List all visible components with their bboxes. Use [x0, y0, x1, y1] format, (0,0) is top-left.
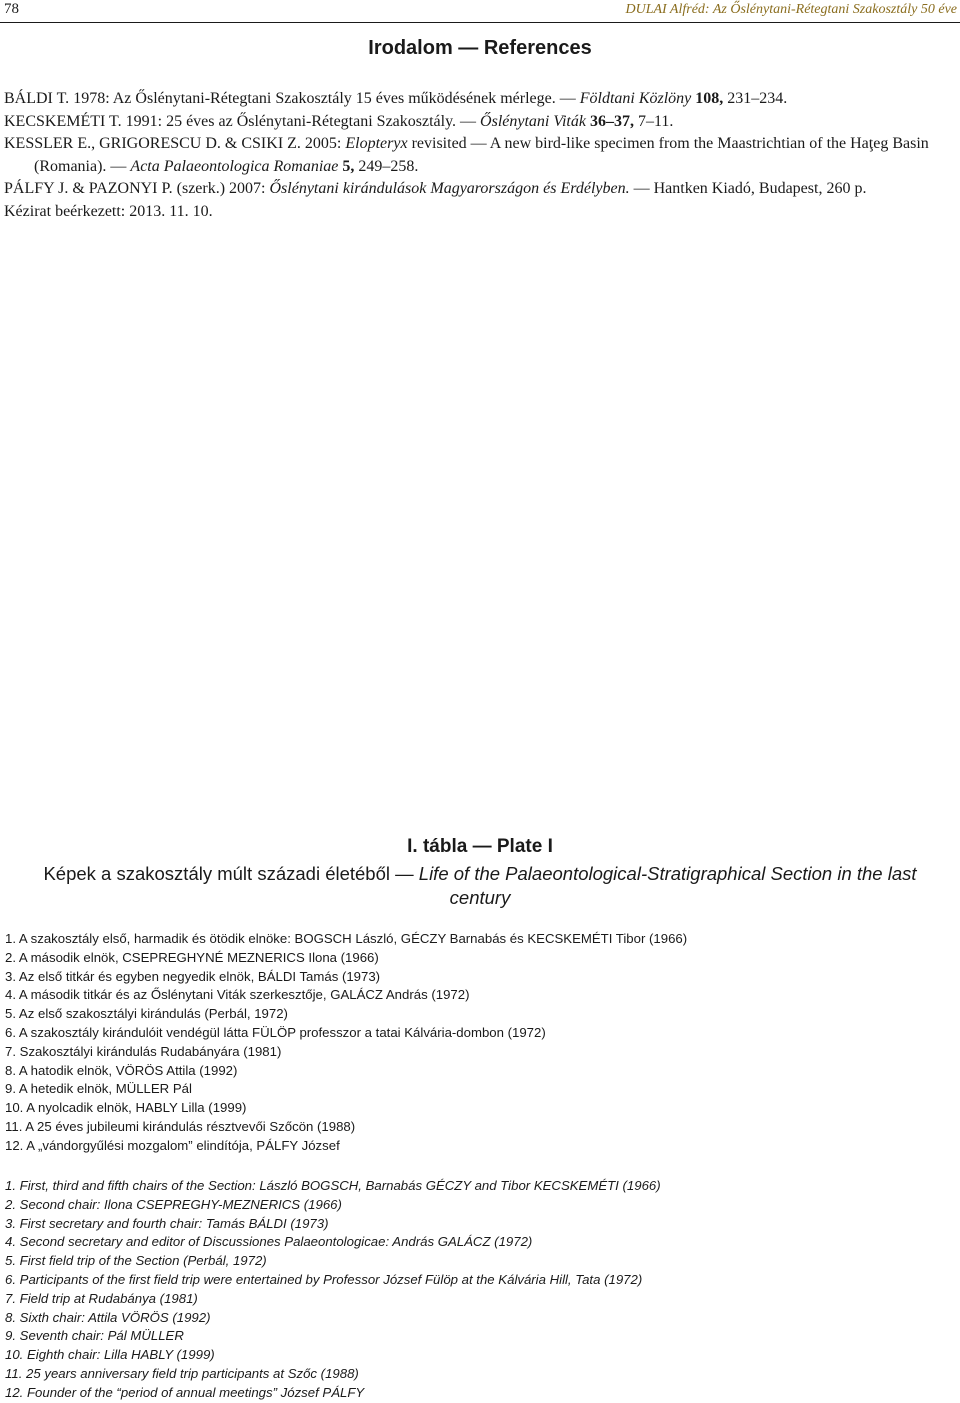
reference-item: [4, 111, 956, 134]
reference-authors: BÁLDI T.: [4, 90, 70, 107]
caption-item-en: 5. First field trip of the Section (Perbál, 1972): [5, 1253, 267, 1269]
reference-journal: Őslénytani Viták: [480, 112, 586, 130]
reference-title: Őslénytani kirándulások Magyarországon és Erdélyben.: [269, 180, 630, 197]
caption-item-hu: 2. A második elnök, CSEPREGHYNÉ MEZNERICS Ilona (1966): [5, 949, 379, 965]
caption-item-en: 11. 25 years anniversary field trip participants at Szőc (1988): [5, 1365, 359, 1381]
caption-item-hu: 4. A második titkár és az Őslénytani Viták szerkesztője, GALÁCZ András (1972): [5, 987, 470, 1003]
page-header: [0, 0, 960, 22]
caption-item-en: 9. Seventh chair: Pál MÜLLER: [5, 1328, 184, 1344]
reference-item: [4, 178, 956, 201]
caption-item-en: 7. Field trip at Rudabánya (1981): [5, 1290, 198, 1306]
caption-item-en: 10. Eighth chair: Lilla HABLY (1999): [5, 1347, 215, 1363]
reference-volume: 108,: [695, 90, 724, 107]
plate-title: I. tábla — Plate I: [407, 836, 553, 857]
reference-text: revisited — A new bird-like specimen from the Maastrichtian of the Haţeg Basin (Romania). —: [34, 135, 929, 175]
caption-item-hu: 10. A nyolcadik elnök, HABLY Lilla (1999): [5, 1100, 247, 1116]
caption-item-en: 6. Participants of the first field trip were entertained by Professor József Fülöp at the Kálvária Hill, Tata (1972): [5, 1271, 643, 1287]
page-number: 78: [4, 1, 19, 17]
caption-item-hu: 12. A „vándorgyűlési mozgalom” elindítója, PÁLFY József: [5, 1137, 340, 1153]
reference-item: [4, 88, 956, 111]
caption-item-hu: 7. Szakosztályi kirándulás Rudabányára (1981): [5, 1043, 282, 1059]
caption-item-hu: 11. A 25 éves jubileumi kirándulás résztvevői Szőcön (1988): [5, 1118, 356, 1134]
running-head: DULAI Alfréd: Az Őslénytani-Rétegtani Szakosztály 50 éve: [625, 2, 957, 17]
caption-item-hu: 6. A szakosztály kirándulóit vendégül látta FÜLÖP professzor a tatai Kálvária-dombon (1972): [5, 1024, 546, 1040]
manuscript-received: Kézirat beérkezett: 2013. 11. 10.: [4, 202, 213, 220]
caption-item-hu: 9. A hetedik elnök, MÜLLER Pál: [5, 1081, 192, 1097]
plate-caption: [0, 862, 960, 910]
captions-hungarian: [5, 930, 955, 1156]
reference-pages: 249–258.: [358, 157, 419, 175]
reference-year: (szerk.) 2007:: [176, 180, 266, 197]
reference-volume: 36–37,: [589, 112, 634, 130]
caption-item-hu: 1. A szakosztály első, harmadik és ötödik elnöke: BOGSCH László, GÉCZY Barnabás és KECSKEMÉTI Tibor (1966): [5, 931, 688, 946]
header-rule: [0, 22, 960, 23]
reference-year: 2005:: [304, 135, 342, 152]
caption-item-en: 3. First secretary and fourth chair: Tamás BÁLDI (1973): [5, 1215, 329, 1231]
captions-english: [5, 1177, 955, 1403]
reference-pages: 231–234.: [727, 90, 788, 107]
reference-authors: KECSKEMÉTI T.: [4, 112, 122, 130]
reference-volume: 5,: [342, 157, 355, 175]
caption-item-hu: 3. Az első titkár és egyben negyedik elnök, BÁLDI Tamás (1973): [5, 968, 381, 984]
reference-text: — Hantken Kiadó, Budapest, 260 p.: [633, 180, 867, 197]
references-heading: Irodalom — References: [368, 37, 592, 59]
reference-genus: Elopteryx: [345, 135, 408, 152]
reference-item: [4, 133, 956, 178]
caption-item-en: 8. Sixth chair: Attila VÖRÖS (1992): [5, 1309, 211, 1325]
reference-text: 1978: Az Őslénytani-Rétegtani Szakosztály 15 éves működésének mérlege. —: [73, 90, 576, 107]
caption-item-en: 4. Second secretary and editor of Discussiones Palaeontologicae: András GALÁCZ (1972): [5, 1234, 533, 1250]
caption-item-en: 1. First, third and fifth chairs of the Section: László BOGSCH, Barnabás GÉCZY and Tibor KECSKEMÉTI (1966): [5, 1178, 661, 1193]
reference-text: 1991: 25 éves az Őslénytani-Rétegtani Szakosztály. —: [125, 112, 477, 130]
plate-caption-hu: Képek a szakosztály múlt századi életéből —: [43, 863, 414, 884]
reference-pages: 7–11.: [637, 112, 674, 130]
caption-item-hu: 5. Az első szakosztályi kirándulás (Perbál, 1972): [5, 1006, 288, 1022]
caption-item-en: 2. Second chair: Ilona CSEPREGHY-MEZNERICS (1966): [5, 1196, 342, 1212]
reference-journal: Földtani Közlöny: [579, 90, 692, 107]
plate-caption-en: Life of the Palaeontological-Stratigraphical Section in the last century: [418, 863, 917, 908]
reference-authors: PÁLFY J. & PAZONYI P.: [4, 180, 173, 197]
reference-authors: KESSLER E.,: [4, 135, 96, 152]
caption-item-hu: 8. A hatodik elnök, VÖRÖS Attila (1992): [5, 1062, 238, 1078]
plate-heading: [0, 834, 960, 910]
reference-journal: Acta Palaeontologica Romaniae: [130, 157, 339, 175]
caption-item-en: 12. Founder of the “period of annual meetings” József PÁLFY: [5, 1384, 365, 1400]
reference-authors-2: GRIGORESCU D. & CSIKI Z.: [99, 135, 301, 152]
references-list: [4, 88, 956, 223]
